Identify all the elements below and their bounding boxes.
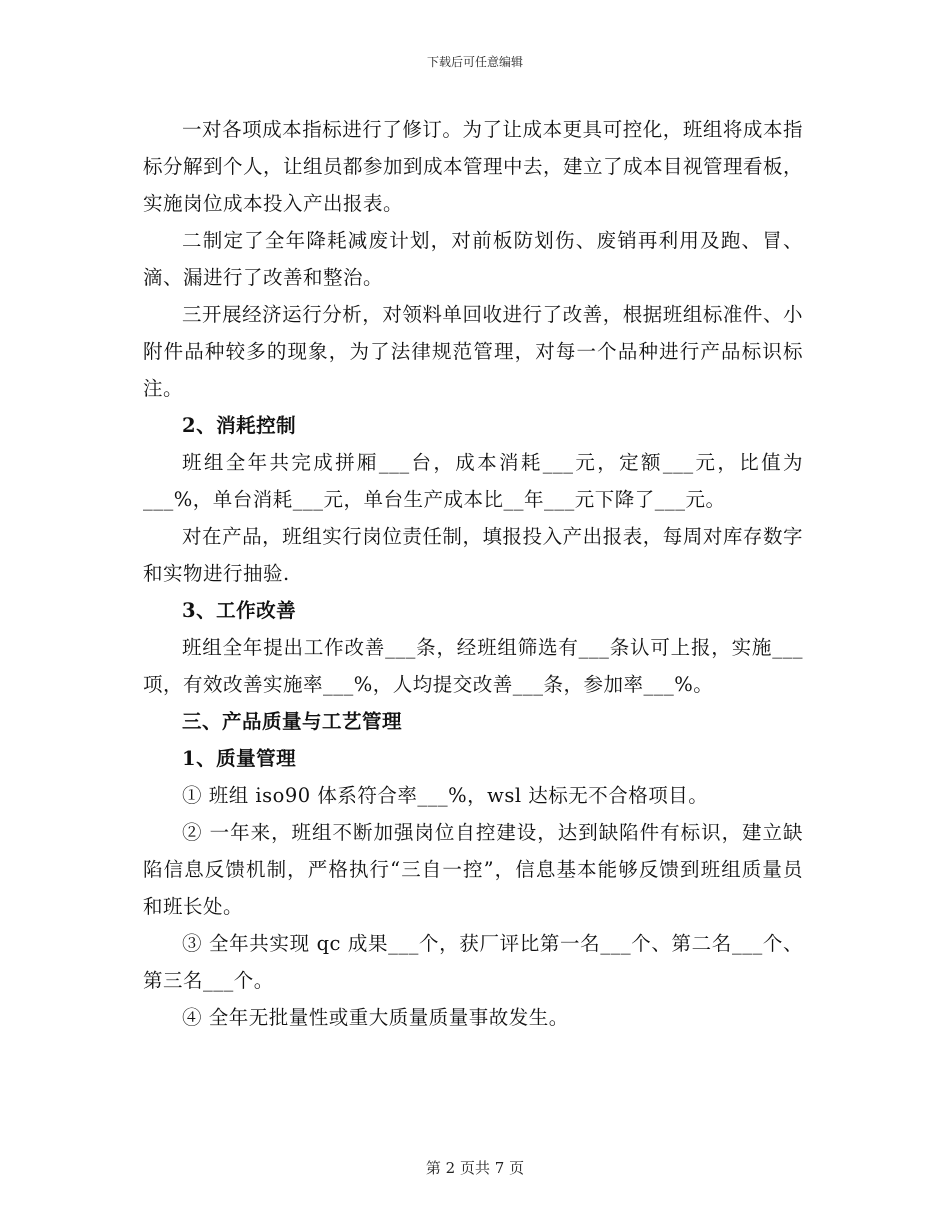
list-item-iso: ① 班组 iso90 体系符合率___%，wsl 达标无不合格项目。 [182, 784, 709, 807]
paragraph-improvement-figures: 班组全年提出工作改善___条，经班组筛选有___条认可上报，实施___项，有效改善实施率___%，人均提交改善___条，参加率___%。 [143, 636, 803, 696]
paragraph-economic-analysis: 三开展经济运行分析，对领料单回收进行了改善，根据班组标准件、小附件品种较多的现象，为了法律规范管理，对每一个品种进行产品标识标注。 [143, 303, 803, 400]
heading-quality-management: 1、质量管理 [182, 747, 297, 770]
heading-work-improvement: 3、工作改善 [182, 599, 297, 622]
list-item-qc-results: ③ 全年共实现 qc 成果___个，获厂评比第一名___个、第二名___个、第三名___个。 [143, 932, 803, 992]
paragraph-consumption-figures: 班组全年共完成拼厢___台，成本消耗___元，定额___元，比值为___%，单台消耗___元，单台生产成本比__年___元下降了___元。 [143, 451, 803, 511]
paragraph-cost-revision: 一对各项成本指标进行了修订。为了让成本更具可控化，班组将成本指标分解到个人，让组员都参加到成本管理中去，建立了成本目视管理看板，实施岗位成本投入产出报表。 [143, 118, 804, 215]
list-item-no-accidents: ④ 全年无批量性或重大质量质量事故发生。 [182, 1006, 569, 1029]
page-header: 下载后可任意编辑 [426, 55, 523, 69]
paragraph-wip-responsibility: 对在产品，班组实行岗位责任制，填报投入产出报表，每周对库存数字和实物进行抽验. [143, 525, 803, 585]
document-body [143, 111, 803, 1036]
heading-consumption-control: 2、消耗控制 [182, 414, 297, 437]
paragraph-waste-plan: 二制定了全年降耗减废计划，对前板防划伤、废销再利用及跑、冒、滴、漏进行了改善和整治。 [143, 229, 803, 289]
page-number: 第 2 页共 7 页 [425, 1159, 525, 1177]
list-item-self-control: ② 一年来，班组不断加强岗位自控建设，达到缺陷件有标识，建立缺陷信息反馈机制，严格执行“三自一控”，信息基本能够反馈到班组质量员和班长处。 [143, 821, 803, 918]
heading-quality-process: 三、产品质量与工艺管理 [182, 710, 403, 733]
